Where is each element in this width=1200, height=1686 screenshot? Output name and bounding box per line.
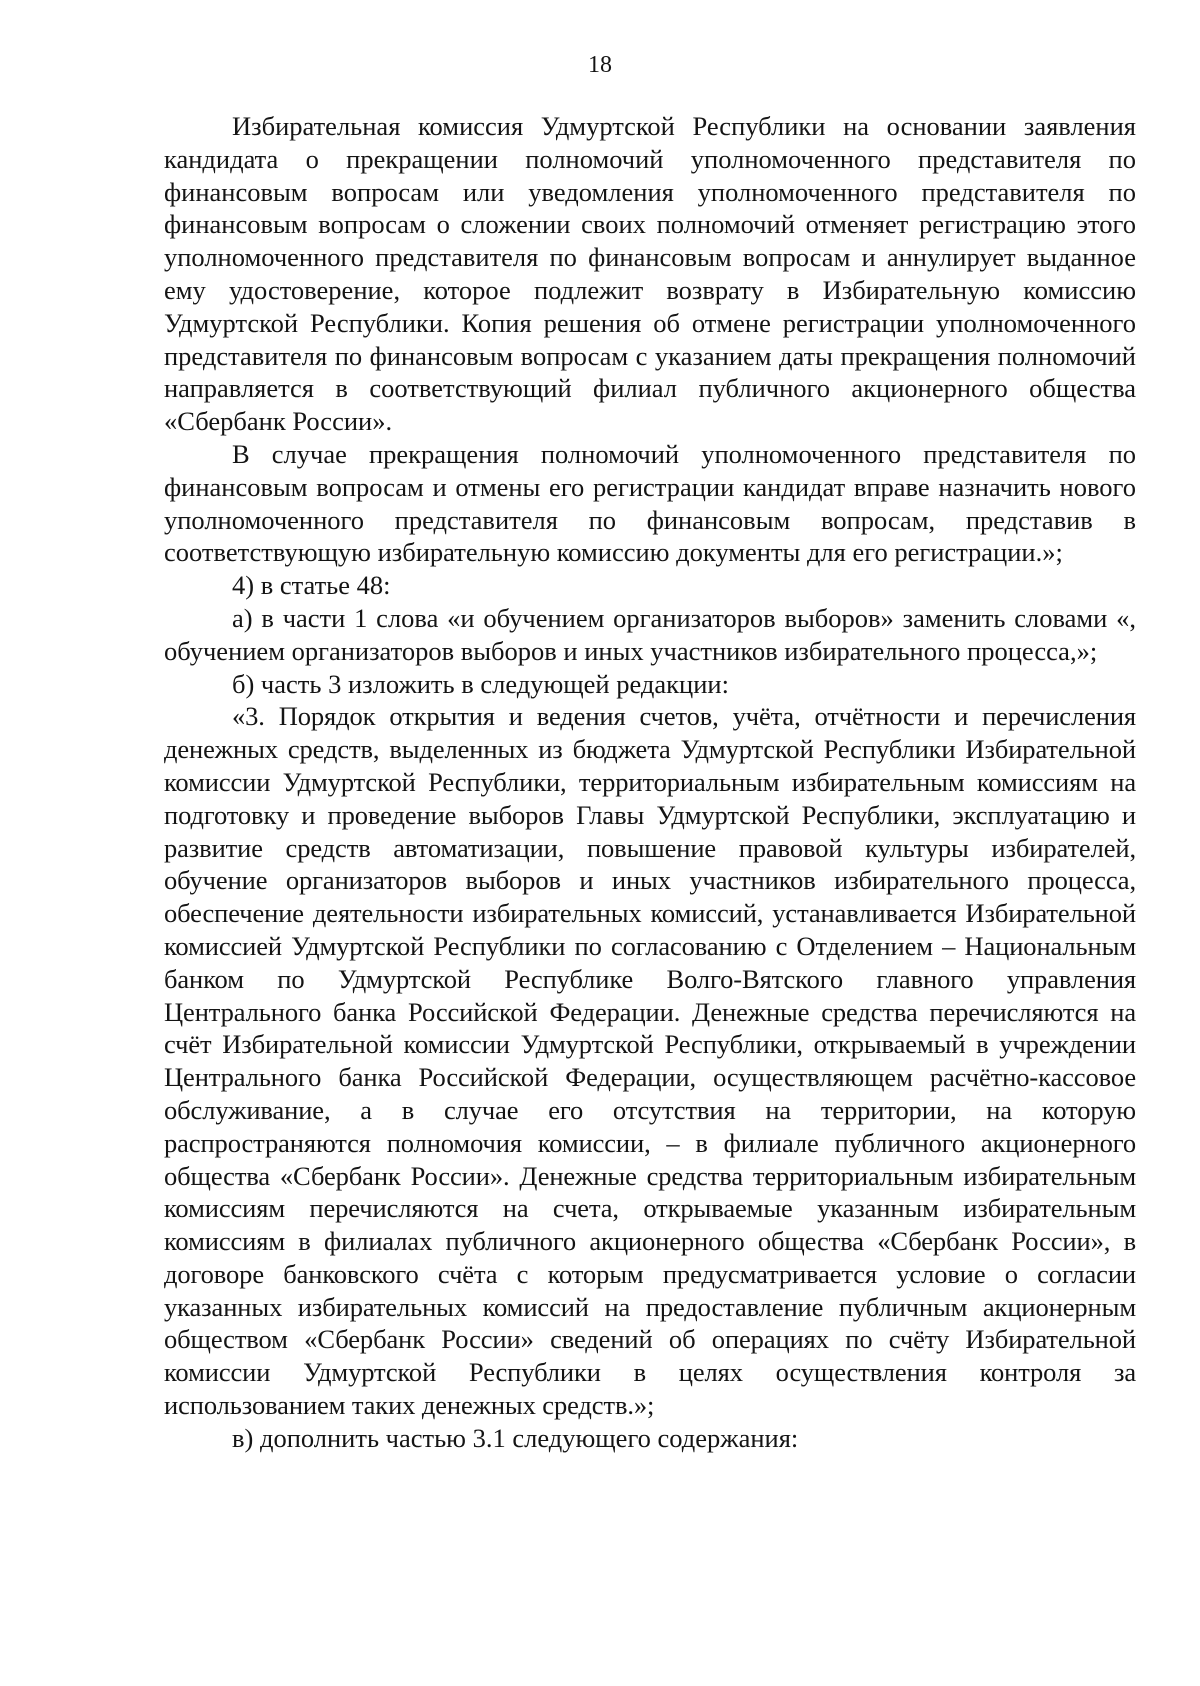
paragraph: б) часть 3 изложить в следующей редакции: (232, 668, 729, 699)
paragraph: Избирательная комиссия Удмуртской Республики на основании заявления кандидата о прекращении полномочий уполномоченного представителя по финансовым вопросам или уведомления уполномоченного представителя по финансовым вопросам о сложении своих полномочий отменяет регистрацию этого уполномоченного представителя по финансовым вопросам и аннулирует выданное ему удостоверение, которое подлежит возврату в Избирательную комиссию Удмуртской Республики. Копия решения об отмене регистрации уполномоченного представителя по финансовым вопросам с указанием даты прекращения полномочий направляется в соответствующий филиал публичного акционерного общества «Сбербанк России». (164, 111, 1136, 437)
paragraph: в) дополнить частью 3.1 следующего содержания: (232, 1422, 799, 1453)
paragraph: В случае прекращения полномочий уполномоченного представителя по финансовым вопросам и отмены его регистрации кандидат вправе назначить нового уполномоченного представителя по финансовым вопросам, представив в соответствующую избирательную комиссию документы для его регистрации.»; (164, 438, 1136, 568)
document-body (164, 110, 1136, 1455)
paragraph: «3. Порядок открытия и ведения счетов, учёта, отчётности и перечисления денежных средств, выделенных из бюджета Удмуртской Республики Избирательной комиссии Удмуртской Республики, территориальным избирательным комиссиям на подготовку и проведение выборов Главы Удмуртской Республики, эксплуатацию и развитие средств автоматизации, повышение правовой культуры избирателей, обучение организаторов выборов и иных участников избирательного процесса, обеспечение деятельности избирательных комиссий, устанавливается Избирательной комиссией Удмуртской Республики по согласованию с Отделением – Национальным банком по Удмуртской Республике Волго-Вятского главного управления Центрального банка Российской Федерации. Денежные средства перечисляются на счёт Избирательной комиссии Удмуртской Республики, открываемый в учреждении Центрального банка Российской Федерации, осуществляющем расчётно-кассовое обслуживание, а в случае его отсутствия на территории, на которую распространяются полномочия комиссии, – в филиале публичного акционерного общества «Сбербанк России». Денежные средства территориальным избирательным комиссиям перечисляются на счета, открываемые указанным избирательным комиссиям в филиалах публичного акционерного общества «Сбербанк России», в договоре банковского счёта с которым предусматривается условие о согласии указанных избирательных комиссий на предоставление публичным акционерным обществом «Сбербанк России» сведений об операциях по счёту Избирательной комиссии Удмуртской Республики в целях осуществления контроля за использованием таких денежных средств.»; (164, 701, 1136, 1421)
paragraph: а) в части 1 слова «и обучением организаторов выборов» заменить словами «, обучением организаторов выборов и иных участников избирательного процесса,»; (164, 602, 1136, 666)
page-number: 18 (588, 52, 612, 78)
paragraph: 4) в статье 48: (232, 570, 391, 601)
